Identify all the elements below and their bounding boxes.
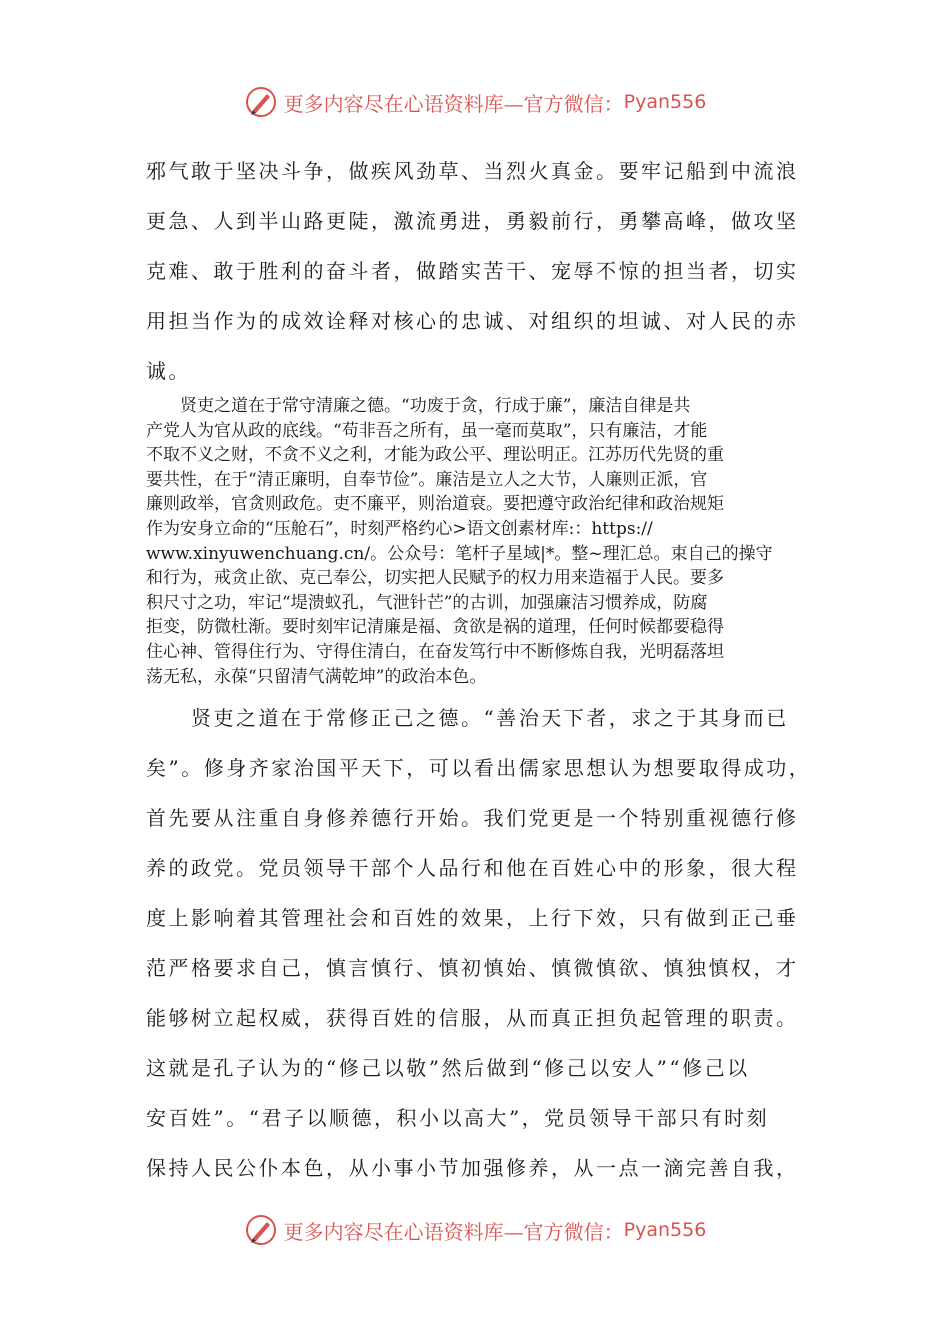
text-line: 邪气敢于坚决斗争，做疾风劲草、当烈火真金。要牢记船到中流浪: [146, 159, 799, 183]
pen-logo-icon: [244, 1213, 278, 1247]
paragraph-loyalty-end: [146, 146, 806, 396]
text-line: 更急、人到半山路更陡，激流勇进，勇毅前行，勇攀高峰，做攻坚: [146, 209, 799, 233]
footer-banner-text: 更多内容尽在心语资料库—官方微信：: [283, 1219, 624, 1244]
text-line: 住心神、管得住行为、守得住清白，在奋发笃行中不断修炼自我，光明磊落坦: [146, 641, 724, 662]
text-line: 产党人为官从政的底线。“苟非吾之所有，虽一毫而莫取”，只有廉洁，才能: [146, 420, 708, 441]
header-wechat-id: Pyan556: [623, 91, 707, 113]
footer-banner: [0, 1210, 950, 1250]
header-banner: [0, 82, 950, 122]
footer-wechat-id: Pyan556: [623, 1219, 707, 1241]
text-line: 保持人民公仆本色，从小事小节加强修养，从一点一滴完善自我，: [146, 1156, 799, 1180]
text-line: 作为安身立命的“压舱石”，时刻严格约心>语文创素材库:：https://: [146, 518, 653, 539]
text-line: 积尺寸之功，牢记“堤溃蚁孔，气泄针芒”的古训，加强廉洁习惯养成，防腐: [146, 592, 708, 613]
header-banner-text: 更多内容尽在心语资料库—官方微信：: [283, 91, 624, 116]
pen-logo-icon: [244, 85, 278, 119]
text-line: 诚。: [146, 359, 191, 383]
text-line: 首先要从注重自身修养德行开始。我们党更是一个特别重视德行修: [146, 806, 799, 830]
text-line: 度上影响着其管理社会和百姓的效果，上行下效，只有做到正己垂: [146, 906, 799, 930]
text-line: 矣”。修身齐家治国平天下，可以看出儒家思想认为想要取得成功，: [146, 756, 812, 780]
text-line: 克难、敢于胜利的奋斗者，做踏实苦干、宠辱不惊的担当者，切实: [146, 259, 799, 283]
text-line: 要共性，在于“清正廉明，自奉节俭”。廉洁是立人之大节，人廉则正派，官: [146, 469, 708, 490]
text-line: 和行为，戒贪止欲、克己奉公，切实把人民赋予的权力用来造福于人民。要多: [146, 568, 724, 589]
text-line: www.xinyuwenchuang.cn/。公众号：笔杆子星域|*。整~理汇总。束自己的操守: [146, 543, 773, 564]
text-line: 安百姓”。“君子以顺德，积小以高大”，党员领导干部只有时刻: [146, 1106, 770, 1130]
text-line: 能够树立起权威，获得百姓的信服，从而真正担负起管理的职责。: [146, 1006, 799, 1030]
text-line: 养的政党。党员领导干部个人品行和他在百姓心中的形象，很大程: [146, 856, 799, 880]
text-line: 廉则政举，官贪则政危。吏不廉平，则治道衰。要把遵守政治纪律和政治规矩: [146, 494, 724, 515]
text-line: 拒变，防微杜渐。要时刻牢记清廉是福、贪欲是祸的道理，任何时候都要稳得: [146, 617, 724, 638]
paragraph-self-cultivation: [146, 693, 812, 1193]
text-line: 荡无私，永葆“只留清气满乾坤”的政治本色。: [146, 666, 487, 687]
text-line: 这就是孔子认为的“修己以敬”然后做到“修己以安人”“修己以: [146, 1056, 750, 1080]
text-line: 贤吏之道在于常修正己之德。“善治天下者，求之于其身而已: [146, 706, 789, 730]
paragraph-integrity: [146, 394, 806, 689]
text-line: 贤吏之道在于常守清廉之德。“功废于贪，行成于廉”，廉洁自律是共: [146, 396, 691, 416]
text-line: 用担当作为的成效诠释对核心的忠诚、对组织的坦诚、对人民的赤: [146, 309, 799, 333]
text-line: 不取不义之财，不贪不义之利，才能为政公平、理讼明正。江苏历代先贤的重: [146, 445, 724, 466]
text-line: 范严格要求自己，慎言慎行、慎初慎始、慎微慎欲、慎独慎权，才: [146, 956, 799, 980]
